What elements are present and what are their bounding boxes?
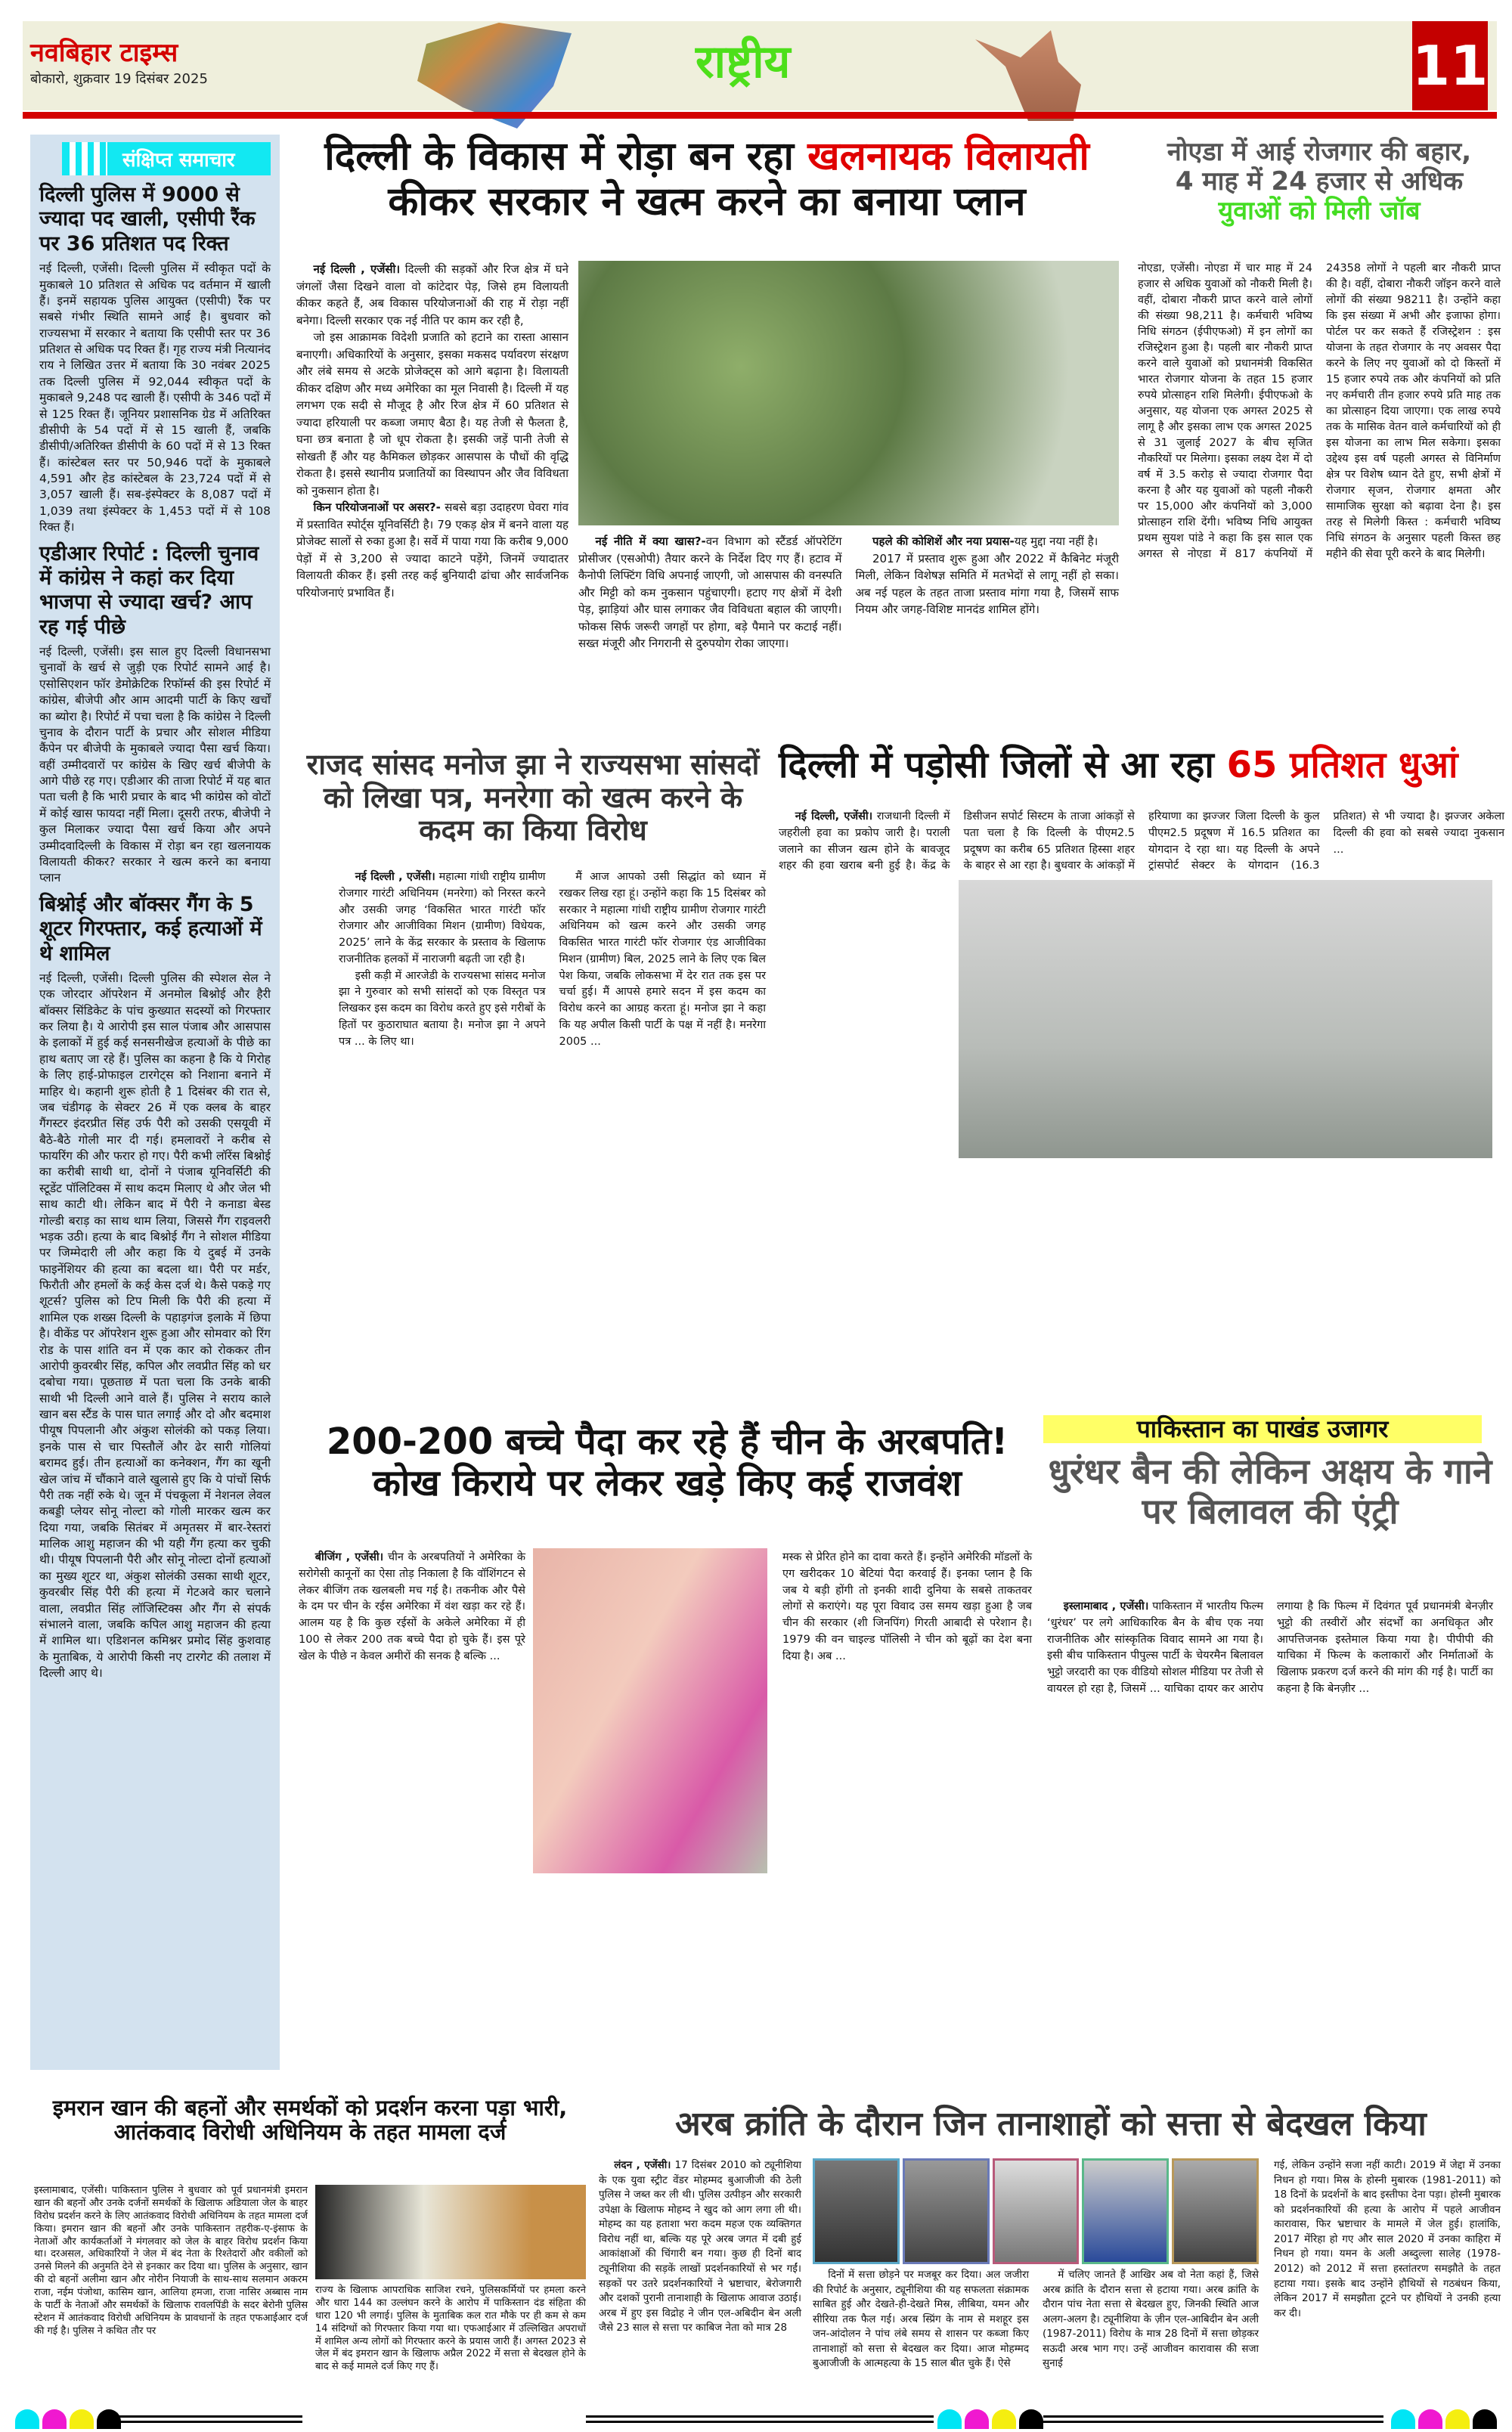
arab-dateline: लंदन , एजेंसी। [614, 2159, 671, 2171]
rjd-headline: राजद सांसद मनोज झा ने राज्यसभा सांसदों को लिखा पत्र, मनरेगा को खत्म करने के कदम का किया विरोध [306, 748, 760, 847]
pakistan-dateline: इस्लामाबाद , एजेंसी। [1063, 1600, 1149, 1613]
mubarak-photo [993, 2158, 1080, 2264]
noida-body: नोएडा, एजेंसी। नोएडा में चार माह में 24 हजार से अधिक युवाओं को नौकरी मिली है। वहीं, दोबारा नौकरी प्राप्त करने वाले लोगों की संख्या 98,211 है। कर्मचारी भविष्य निधि संगठन (ईपीएफओ) में इन लोगों का रजिस्ट्रेशन हुआ है। पहली बार नौकरी प्राप्त करने वाले युवाओं को प्रधानमंत्री विकसित भारत रोजगार योजना के तहत 15 हजार रुपये प्रोत्साहन राशि मिलेगी। ईपीएफओ के अनुसार, यह योजना एक अगस्त 2025 से लागू है और इसका लाभ एक अगस्त 2025 से 31 जुलाई 2027 के बीच सृजित नौकरियों पर मिलेगा। इसका लक्ष्य देश में दो वर्ष में 3.5 करोड़ से ज्यादा रोजगार पैदा करना है और यह युवाओं को पहली नौकरी पर 15,000 और कंपनियों को 3,000 प्रोत्साहन राशि देंगी। भविष्य निधि आयुक्त प्रथम सुयश पांडे ने कहा कि इस साल एक अगस्त से नोएडा में 817 कंपनियों में 24358 लोगों ने पहली बार नौकरी प्राप्त की है। वहीं, दोबारा नौकरी जॉइन करने वाले लोगों की संख्या 98211 है। उन्होंने कहा कि इस संख्या में अभी और इजाफा होगा। पोर्टल पर कर सकते हैं रजिस्ट्रेशन : इस योजना के तहत रोजगार के नए अवसर पैदा करने के लिए नए युवाओं को दो किस्तों में 15 हजार रुपये तक और कंपनियों को प्रति नए कर्मचारी तीन हजार रुपये प्रति माह तक का प्रोत्साहन दिया जाएगा। एक लाख रुपये तक के मासिक वेतन वाले कर्मचारियों को ही इस योजना का लाभ मिल सकेगा। इसका उद्देश्य इस वर्ष पहली अगस्त से विनिर्माण क्षेत्र पर विशेष ध्यान देते हुए, सभी क्षेत्रों में रोजगार सृजन, रोजगार क्षमता और सामाजिक सुरक्षा को बढ़ावा देना है। इस तरह से मिलेगी किस्त : कर्मचारी भविष्य निधि संगठन के अनुसार पहली किस्त छह महीने की सेवा पूरी करने के बाद मिलेगी। [1138, 262, 1501, 561]
surrogacy-body-right: मस्क से प्रेरित होने का दावा करते हैं। इन्होंने अमेरिकी मॉडलों के एग खरीदकर 10 बेटियां पैदा करवाई हैं। इनका प्लान है कि जब ये बड़ी होंगी तो इनकी शादी दुनिया के सबसे ताकतवर लोगों से कराएंगे। यह पूरा विवाद उस समय खड़ा हुआ है जब चीन की सरकार (शी जिनपिंग) गिरती आबादी से परेशान है। 1979 की वन चाइल्ड पॉलिसी ने चीन को बूढ़ों का देश बना दिया है। अब ... [782, 1551, 1032, 1662]
arab-paragraph: में चलिए जानते हैं आखिर अब वो नेता कहां हैं, जिसे अरब क्रांति के दौरान सत्ता से हटाया गया। अरब क्रांति के दौरान पांच नेता सत्ता से बेदखल हुए, जिनकी स्थिति आज अलग-अलग है। ट्यूनीशिया के ज़ीन एल-आबिदीन बेन अली (1987-2011) विरोध के मात्र 28 दिनों में सत्ता छोड़कर सऊदी अरब भाग गए। उन्हें आजीवन कारावास की सजा सुनाई [1043, 2269, 1259, 2370]
smog-headline-black: दिल्ली में पड़ोसी जिलों से आ रहा [779, 744, 1214, 786]
noida-headline [1134, 138, 1504, 226]
lead-paragraph: दिल्ली की सड़कों और रिज क्षेत्र में घने जंगलों जैसा दिखने वाला वो कांटेदार पेड़, जिसे हम विलायती कीकर कहते हैं, अब विकास परियोजनाओं की राह में रोड़ा नहीं बनेगा। दिल्ली सरकार एक नई नीति पर काम कर रही है, [296, 262, 569, 327]
lead-body-lower [578, 533, 1119, 652]
lead-subhead: पहले की कोशिशें और नया प्रयास- [872, 534, 1015, 548]
imran-body-left: इस्लामाबाद, एजेंसी। पाकिस्तान पुलिस ने बुधवार को पूर्व प्रधानमंत्री इमरान खान की बहनों और उनके दर्जनों समर्थकों के खिलाफ अडियाला जेल के बाहर विरोध प्रदर्शन करने के लिए आतंकवाद विरोधी अधिनियम के तहत मामला दर्ज किया। इमरान खान की बहनों और उनके पाकिस्तान तहरीक-ए-इंसाफ के नेताओं और कार्यकर्ताओं ने मंगलवार को जेल के बाहर विरोध प्रदर्शन किया था। दरअसल, अधिकारियों ने जेल में बंद नेता के रिश्तेदारों और वकीलों को उनसे मिलने की अनुमति देने से इनकार कर दिया था। पुलिस के अनुसार, खान की दो बहनों अलीमा खान और नोरीन नियाजी के साथ-साथ सलमान अकरम राजा, नईम पंजोथा, कासिम खान, आलिया हमजा, राजा नासिर अब्बास नाम के पार्टी के नेताओं और समर्थकों के खिलाफ रावलपिंडी के सदर बेरोनी पुलिस स्टेशन में आतंकवाद विरोधी अधिनियम के प्रावधानों के तहत एफआईआर दर्ज की गई है। पुलिस ने कथित तौर पर [34, 2185, 308, 2337]
baby-hand-photo [533, 1548, 767, 1873]
rjd-paragraph: इसी कड़ी में आरजेडी के राज्यसभा सांसद मनोज झा ने गुरुवार को सभी सांसदों को एक विस्तृत पत्र लिखकर इस कदम का विरोध करते हुए इसे गरीबों के हितों पर कुठाराघात बताया है। मनोज झा ने अपने पत्र ... के लिए था। [339, 969, 546, 1048]
page-number: 11 [1412, 21, 1488, 110]
edition-dateline: बोकारो, शुक्रवार 19 दिसंबर 2025 [30, 71, 208, 87]
gaddafi-photo [903, 2158, 990, 2264]
kikar-tree-photo [578, 261, 1119, 525]
noida-headline-line1: नोएडा में आई रोजगार की बहार, [1167, 137, 1472, 167]
noida-headline-green: युवाओं को मिली जॉब [1218, 196, 1421, 227]
surrogacy-dateline: बीजिंग , एजेंसी। [314, 1551, 384, 1563]
arab-paragraph: दिनों में सत्ता छोड़ने पर मजबूर कर दिया। अल जजीरा की रिपोर्ट के अनुसार, ट्यूनीशिया की यह सफलता संक्रामक साबित हुई और देखते-ही-देखते मिस्र, लीबिया, यमन और सीरिया तक फैल गई। अरब स्प्रिंग के नाम से मशहूर इस जन-आंदोलन ने पांच लंबे समय से शासन पर कब्जा किए तानाशाहों को सत्ता से बेदखल कर दिया। आज मोहम्मद बुआजीजी के आत्महत्या के 15 साल बीत चुके हैं। ऐसे [813, 2269, 1029, 2370]
smog-highway-photo [954, 875, 1497, 1163]
ben-ali-photo [813, 2158, 900, 2264]
footer-rule [113, 2415, 302, 2423]
surrogacy-body-left [299, 1550, 525, 1665]
imran-headline: इमरान खान की बहनों और समर्थकों को प्रदर्शन करना पड़ा भारी, आतंकवाद विरोधी अधिनियम के तहत मामला दर्ज [52, 2095, 568, 2145]
brief-headline: एडीआर रिपोर्ट : दिल्ली चुनाव में कांग्रेस ने कहां कर दिया भाजपा से ज्यादा खर्च? आप रह गई पीछे [39, 541, 259, 639]
rjd-paragraph: मैं आज आपको उसी सिद्धांत को ध्यान में रखकर लिख रहा हूं। उन्होंने कहा कि 15 दिसंबर को सरकार ने महात्मा गांधी राष्ट्रीय ग्रामीण रोजगार गारंटी अधिनियम को खत्म करने और उसकी जगह विकसित भारत गारंटी फॉर रोजगार एंड आजीविका मिशन (ग्रामीण) बिल, 2025 लाने के लिए एक बिल पेश किया, जबकि लोकसभा में देर रात तक इस पर चर्चा हुई। मैं आपसे हमारे सदन में इस कदम का विरोध करने का आग्रह करता हूं। मनोज झा ने कहा कि यह अपील किसी पार्टी के पक्ष में नहीं है। मनरेगा 2005 ... [559, 871, 766, 1048]
pakistan-body [1047, 1599, 1493, 1698]
assad-photo [1082, 2158, 1169, 2264]
arab-headline: अरब क्रांति के दौरान जिन तानाशाहों को सत्ता से बेदखल किया [675, 2105, 1427, 2143]
surrogacy-headline-line2: कोख किराये पर लेकर खड़े किए कई राजवंश [373, 1462, 962, 1505]
imran-sisters-photo [315, 2185, 586, 2279]
brief-news-label: संक्षिप्त समाचार [62, 142, 271, 175]
lead-paragraph: जो इस आक्रामक विदेशी प्रजाति को हटाने का रास्ता आसान बनाएगी। अधिकारियों के अनुसार, इसका मकसद पर्यावरण संरक्षण और लंबे समय से अटके प्रोजेक्ट्स को आगे बढ़ाना है। विलायती कीकर दक्षिण और मध्य अमेरिका का मूल निवासी है। दिल्ली में यह लगभग एक सदी से मौजूद है और रिज क्षेत्र में 60 प्रतिशत से ज्यादा हरियाली पर कब्जा जमाए बैठा है। यह तेजी से फैलता है, घना छत्र बनाता है जो धूप रोकता है। इसकी जड़ें पानी तेजी से सोखती हैं और यह कैमिकल छोड़कर आसपास के पौधों की वृद्धि रोकता है। इससे स्थानीय प्रजातियों का विस्थापन और जैव विविधता को नुकसान होता है। [296, 330, 569, 497]
smog-headline [779, 745, 1504, 786]
surrogacy-headline [299, 1421, 1036, 1504]
lead-headline [295, 135, 1119, 225]
brief-body: नई दिल्ली, एजेंसी। इस साल हुए दिल्ली विधानसभा चुनावों के खर्च से जुड़ी एक रिपोर्ट सामने आई है। एसोसिएशन फॉर डेमोक्रेटिक रिफॉर्म्स की इस रिपोर्ट में कांग्रेस, बीजेपी और आम आदमी पार्टी के किए खर्चों का ब्योरा है। रिपोर्ट में पचा चला है कि कांग्रेस ने दिल्ली चुनाव के दौरान पार्टी के प्रचार और सोशल मीडिया कैंपेन पर बीजेपी के मुकाबले ज्यादा पैसा खर्च किया। वहीं उम्मीदवारों पर कांग्रेस के खिए खर्च बीजेपी के आगे पीछे रह गए। एडीआर की ताजा रिपोर्ट में यह बात पता चली है कि भारी प्रचार के बाद भी कांग्रेस को वोटों में कोई खास फायदा नहीं मिला। दूसरी तरफ, बीजेपी ने कुल मिलाकर ज्यादा पैसा खर्च किया और अपने उम्मीदवादिल्ली के विकास में रोड़ा बन रहा खलनायक विलायती कीकर? सरकार ने खत्म करने का बनाया प्लान [39, 645, 271, 885]
noida-headline-line2: 4 माह में 24 हजार से अधिक [1175, 166, 1464, 197]
dictators-photo-strip [813, 2158, 1259, 2264]
brief-body: नई दिल्ली, एजेंसी। दिल्ली पुलिस में स्वीकृत पदों के मुकाबले 10 प्रतिशत से अधिक पद वर्तमान में खाली हैं। इनमें सहायक पुलिस आयुक्त (एसीपी) रैंक पर सबसे गंभीर स्थिति सामने आई है। बुधवार को राज्यसभा में सरकार ने बताया कि एसीपी स्तर पर 36 प्रतिशत से अधिक पद रिक्त हैं। गृह राज्य मंत्री नित्यानंद राय ने लिखित उत्तर में बताया कि 30 नवंबर 2025 तक दिल्ली पुलिस में 92,044 स्वीकृत पदों के मुकाबले 9,248 पद खाली हैं। एसीपी के 346 पदों में से 125 रिक्त हैं। जूनियर प्रशासनिक ग्रेड में अतिरिक्त डीसीपी के 54 पदों में से 15 खाली हैं, जबकि डीसीपी/अतिरिक्त डीसीपी के 60 पदों में से 13 रिक्त हैं। कांस्टेबल स्तर पर 50,946 पदों के मुकाबले 4,591 और हेड कांस्टेबल के 23,724 पदों में से 3,057 खाली हैं। सब-इंस्पेक्टर के 8,087 पदों में 1,039 तथा इंस्पेक्टर के 1,453 पदों में से 108 रिक्त हैं। [39, 262, 271, 534]
rjd-body [339, 869, 766, 1050]
brief-news-column [30, 135, 280, 2070]
imran-body-right: राज्य के खिलाफ आपराधिक साजिश रचने, पुलिसकर्मियों पर हमला करने और धारा 144 का उल्लंघन करने के आरोप में पाकिस्तान दंड संहिता की धारा 120 भी लगाई। पुलिस के मुताबिक कल रात मौके पर ही कम से कम 14 संदिग्धों को गिरफ्तार किया गया था। एफआईआर में उल्लिखित अपराधों में शामिल अन्य लोगों को गिरफ्तार करने के प्रयास जारी हैं। अगस्त 2023 से जेल में बंद इमरान खान के खिलाफ अप्रैल 2022 में सत्ता से बेदखल होने के बाद से कई मामले दर्ज किए गए हैं। [315, 2285, 586, 2373]
pakistan-headline: धुरंधर बैन की लेकिन अक्षय के गाने पर बिलावल की एंट्री [1048, 1451, 1492, 1532]
lead-paragraph: 2017 में प्रस्ताव शुरू हुआ और 2022 में कैबिनेट मंजूरी मिली, लेकिन विशेषज्ञ समिति में मतभेदों से लागू नहीं हो सका। अब नई पहल के तहत ताजा प्रस्ताव मांगा गया है, जिसमें साफ नियम और जगह-विशिष्ट मानदंड शामिल होंगे। [855, 551, 1119, 616]
lead-body-col1 [296, 261, 569, 601]
brief-headline: दिल्ली पुलिस में 9000 से ज्यादा पद खाली, एसीपी रैंक पर 36 प्रतिशत पद रिक्त [39, 183, 256, 256]
lead-paragraph: सबसे बड़ा उदाहरण घेवरा गांव में प्रस्तावित स्पोर्ट्स यूनिवर्सिटी है। 79 एकड़ क्षेत्र में बनने वाला यह प्रोजेक्ट सालों से रुका हुआ है। सर्वे में पाया गया कि करीब 9,000 पेड़ों में से 3,200 से ज्यादा काटने पड़ेंगे, जिनमें ज्यादातर विलायती कीकर हैं। इसी तरह कई बुनियादी ढांचा और सार्वजनिक परियोजनाएं प्रभावित हैं। [296, 500, 569, 599]
arab-body-mid [813, 2268, 1259, 2372]
section-title: राष्ट्रीय [696, 36, 791, 88]
smog-dateline: नई दिल्ली, एजेंसी। [795, 810, 873, 823]
arab-paragraph: 17 दिसंबर 2010 को ट्यूनीशिया के एक युवा स्ट्रीट वेंडर मोहम्मद बुआजीजी की ठेली पुलिस ने जब्त कर ली थी। पुलिस उत्पीड़न और सरकारी उपेक्षा के खिलाफ मोहम्द ने खुद को आग लगा ली थी। मोहम्द का यह हताशा भरा कदम महज एक व्यक्तिगत विरोध नहीं था, बल्कि यह पूरे अरब जगत में दबी हुई आकांक्षाओं की चिंगारी बन गया। कुछ ही दिनों बाद ट्यूनीशिया की सड़कें लाखों प्रदर्शनकारियों से भर गईं। सड़कों पर उतरे प्रदर्शनकारियों ने भ्रष्टाचार, बेरोजगारी और दशकों पुरानी तानाशाही के खिलाफ आवाज उठाई। अरब में हुए इस विद्रोह ने जीन एल-अबिदीन बेन अली जैसे 23 साल से सत्ता पर काबिज नेता को मात्र 28 [599, 2159, 801, 2334]
lead-subhead: किन परियोजनाओं पर असर?- [313, 500, 441, 514]
rjd-paragraph: महात्मा गांधी राष्ट्रीय ग्रामीण रोजगार गारंटी अधिनियम (मनरेगा) को निरस्त करने और उसकी जगह ‘विकसित भारत गारंटी फॉर रोजगार और आजीविका मिशन (ग्रामीण) विधेयक, 2025’ लाने के केंद्र सरकार के प्रस्ताव के खिलाफ राजनीतिक हलकों में नाराजगी बढ़ती जा रही है। [339, 871, 546, 965]
pakistan-kicker: पाकिस्तान का पाखंड उजागर [1043, 1415, 1482, 1443]
arab-body-col1 [599, 2158, 801, 2336]
lead-headline-line2: कीकर सरकार ने खत्म करने का बनाया प्लान [388, 178, 1026, 225]
lead-dateline: नई दिल्ली , एजेंसी। [313, 262, 401, 276]
lead-subhead: नई नीति में क्या खास?- [595, 534, 706, 548]
pakistan-paragraph: पाकिस्तान में भारतीय फिल्म ‘धुरंधर’ पर लगे आधिकारिक बैन के बीच एक नया राजनीतिक और सांस्कृतिक विवाद सामने आ गया है। इसी बीच पाकिस्तान पीपुल्स पार्टी के चेयरमैन बिलावल भुट्टो जरदारी का एक वीडियो सोशल मीडिया पर तेजी से वायरल हो रहा है, जिसमें ... याचिका दायर कर आरोप लगाया है कि फिल्म में दिवंगत पूर्व प्रधानमंत्री बेनज़ीर भुट्टो की तस्वीरों और संदर्भों का अनधिकृत और आपत्तिजनक इस्तेमाल किया गया है। पीपीपी की याचिका में फिल्म के कलाकारों और निर्माताओं के खिलाफ प्रकरण दर्ज करने की मांग की गई है। पार्टी का कहना है कि बेनज़ीर ... [1047, 1600, 1493, 1695]
lead-paragraph: यह मुद्दा नया नहीं है। [1014, 534, 1098, 548]
masthead-divider [23, 112, 1497, 119]
smog-paragraph: राजधानी दिल्ली में जहरीली हवा का प्रकोप जारी है। पराली जलाने का सीजन खत्म होने के बावजूद शहर की हवा खराब बनी हुई है। केंद्र के डिसीजन सपोर्ट सिस्टम के ताजा आंकड़ों से पता चला है कि दिल्ली के पीएम2.5 प्रदूषण का करीब 65 प्रतिशत हिस्सा शहर के बाहर से आ रहा है। बुधवार के आंकड़ों में हरियाणा का झज्जर जिला दिल्ली के कुल पीएम2.5 प्रदूषण में 16.5 प्रतिशत का योगदान दे रहा था। यह दिल्ली के अपने ट्रांसपोर्ट सेक्टर के योगदान (16.3 प्रतिशत) से भी ज्यादा है। झज्जर अकेला दिल्ली की हवा को सबसे ज्यादा नुकसान ... [779, 810, 1504, 872]
lead-paragraph: वन विभाग को स्टैंडर्ड ऑपरेटिंग प्रोसीजर (एसओपी) तैयार करने के निर्देश दिए गए हैं। हटाव में कैनोपी लिफ्टिंग विधि अपनाई जाएगी, जो आसपास की वनस्पति और मिट्टी को कम नुकसान पहुंचाएगी। हटाए गए क्षेत्रों में देशी पेड़, झाड़ियां और घास लगाकर जैव विविधता बहाल की जाएगी। फोकस सिर्फ जरूरी जगहों पर होगा, बड़े पैमाने पर कटाई नहीं। सख्त मंजूरी और निगरानी से दुरुपयोग रोका जाएगा। [578, 534, 842, 650]
brief-body: नई दिल्ली, एजेंसी। दिल्ली पुलिस की स्पेशल सेल ने एक जोरदार ऑपरेशन में अनमोल बिश्नोई और हैरी बॉक्सर सिंडिकेट के पांच कुख्यात सदस्यों को गिरफ्तार कर लिया है। ये आरोपी इस साल पंजाब और आसपास के इलाकों में हुई कई सनसनीखेज हत्याओं के पीछे का हाथ बताए जा रहे हैं। पुलिस का कहना है कि ये गिरोह के लिए हाई-प्रोफाइल टारगेट्स को निशाना बनाने में माहिर थे। कहानी शुरू होती है 1 दिसंबर की रात से, जब चंडीगढ़ के सेक्टर 26 में एक क्लब के बाहर गैंगस्टर इंदरप्रीत सिंह उर्फ पैरी को उसकी एसयूवी में बैठे-बैठे गोली मार दी गई। हमलावरों ने करीब से फायरिंग की और फरार हो गए। पैरी कभी लॉरेंस बिश्नोई का करीबी साथी था, दोनों ने पंजाब यूनिवर्सिटी की स्टूडेंट पॉलिटिक्स में साथ कदम मिलाए थे और जेल भी साथ काटी थी। लेकिन बाद में पैरी ने कनाडा बेस्ड गोल्डी बराड़ का साथ थाम लिया, जिससे गैंग राइवलरी भड़क उठी। हत्या के बाद बिश्नोई गैंग ने सोशल मीडिया पर जिम्मेदारी ली और कहा कि ये दुबई में उनके फाइनेंशियर की हत्या का बदला था। पैरी पर मर्डर, फिरौती और हमलों के कई केस दर्ज थे। कैसे पकड़े गए शूटर्स? पुलिस को टिप मिली कि पैरी की हत्या में शामिल एक शख्स दिल्ली के पहाड़गंज इलाके में छिपा है। वीकेंड पर ऑपरेशन शुरू हुआ और सोमवार को रिंग रोड के पास शांति वन में एक कार को रोककर तीन आरोपी कुवरबीर सिंह, कपिल और लवप्रीत सिंह को धर दबोचा गया। पूछताछ में पता चला कि उनके बाकी साथी भी दिल्ली आने वाले हैं। पुलिस ने सराय काले खान बस स्टैंड के पास घात लगाई और दो और बदमाश पीयूष पिपलानी और अंकुश सोलंकी को पकड़ लिया। इनके पास से चार पिस्तौलें और ढेर सारी गोलियां बरामद हुई। तीन हत्याओं का कनेक्शन, गैंग का खूनी खेल जांच में चौंकाने वाले खुलासे हुए कि ये पांचों सिर्फ पैरी तक नहीं रुके थे। जून में पंचकूला में नेशनल लेवल कबड्डी प्लेयर सोनू नोल्टा को गोली मारकर खत्म कर दिया गया, जबकि सितंबर में अमृतसर में बार-रेस्तरां मालिक आशु महाजन की भी यही गैंग हत्या कर चुकी थी। पीयूष पिपलानी पैरी और सोनू नोल्टा दोनों हत्याओं का मुख्य शूटर था, अंकुश सोलंकी उसका साथी शूटर, कुवरबीर सिंह पैरी की हत्या में गेटअवे कार चलाने वाला, लवप्रीत सिंह लॉजिस्टिक्स और गैंग से संपर्क संभालने वाला, जबकि कपिल आशु महाजन की हत्या में शामिल था। एडिशनल कमिश्नर प्रमोद सिंह कुशवाह के मुताबिक, ये आरोपी किसी नए टारगेट की तलाश में दिल्ली आए थे। [39, 971, 271, 1681]
surrogacy-paragraph: चीन के अरबपतियों ने अमेरिका के सरोगेसी कानूनों का ऐसा तोड़ निकाला है कि वॉशिंगटन से लेकर बीजिंग तक खलबली मच गई है। तकनीक और पैसे के दम पर चीन के रईस अमेरिका में वंश खड़ा कर रहे हैं। आलम यह है कि कुछ रईसों के अकेले अमेरिका में ही 100 से लेकर 200 तक बच्चे पैदा हो चुके हैं। इस पूरे खेल के पीछे न केवल अमीरों की सनक है बल्कि ... [299, 1551, 525, 1662]
lead-headline-black: दिल्ली के विकास में रोड़ा बन रहा [324, 134, 794, 179]
brief-headline: बिश्नोई और बॉक्सर गैंग के 5 शूटर गिरफ्तार, कई हत्याओं में थे शामिल [39, 892, 262, 965]
saleh-photo [1172, 2158, 1259, 2264]
footer-rule [1043, 2415, 1383, 2423]
surrogacy-headline-line1: 200-200 बच्चे पैदा कर रहे हैं चीन के अरबपति! [326, 1420, 1009, 1463]
smog-body [779, 809, 1504, 875]
smog-headline-red: 65 प्रतिशत धुआं [1226, 744, 1458, 786]
footer-rule [586, 2415, 934, 2423]
rjd-dateline: नई दिल्ली , एजेंसी। [355, 871, 435, 883]
lead-headline-red: खलनायक विलायती [807, 134, 1089, 179]
arab-body-col4: गई, लेकिन उन्होंने सजा नहीं काटी। 2019 में जेद्दा में उनका निधन हो गया। मिस्र के होस्नी मुबारक (1981-2011) को 18 दिनों के प्रदर्शनों के बाद इस्तीफा देना पड़ा। होस्नी मुबारक को प्रदर्शनकारियों की हत्या के आरोप में पहले आजीवन कारावास, फिर भ्रष्टाचार के मामले में जेल हुई। हालांकि, 2017 मेंरिहा हो गए और साल 2020 में उनका काहिरा में निधन हो गया। यमन के अली अब्दुल्ला सालेह (1978-2012) को 2012 में सत्ता हस्तांतरण समझौते के तहत हटाया गया। इसके बाद उन्होंने हौथियों से गठबंधन किया, लेकिन 2017 में समझौता टूटने पर हौथियों ने उनकी हत्या कर दी। [1274, 2159, 1501, 2319]
newspaper-brand: नवबिहार टाइम्स [30, 38, 178, 68]
